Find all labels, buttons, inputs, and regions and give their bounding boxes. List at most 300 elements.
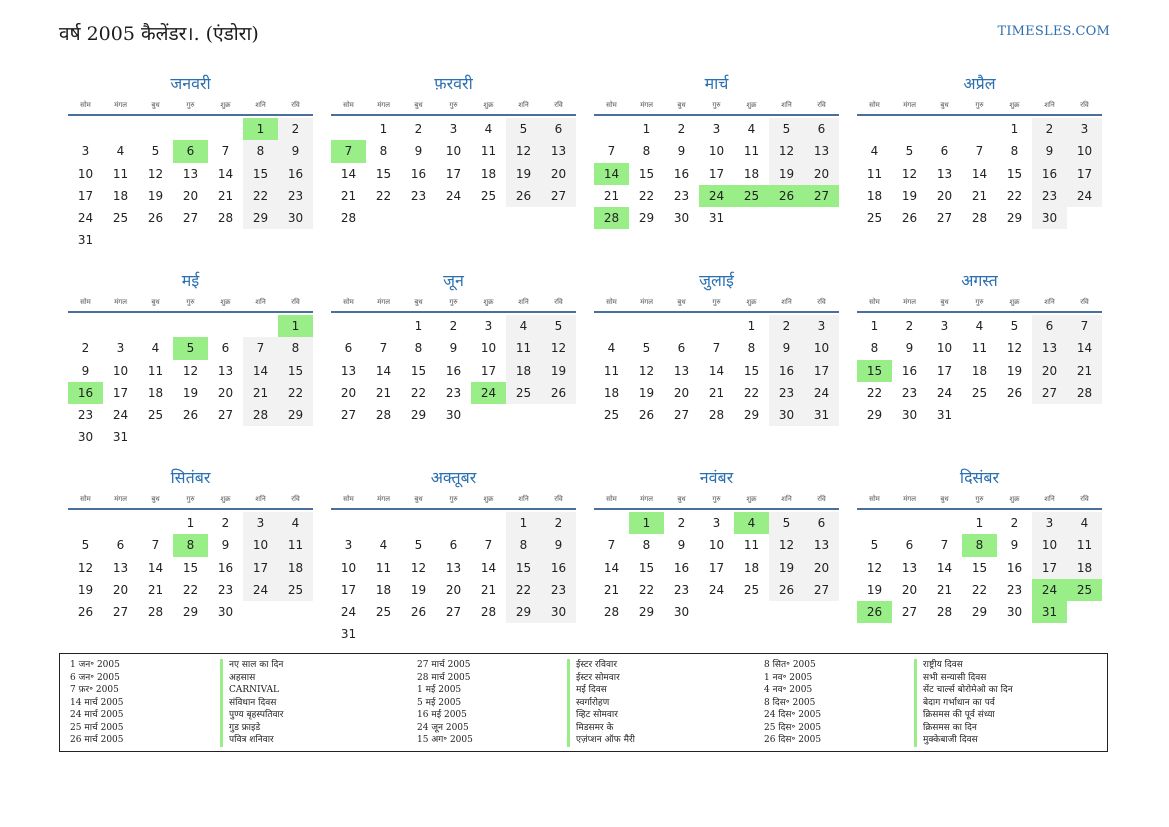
- day-cell: 15: [743, 363, 760, 378]
- day-cell: 5: [905, 144, 914, 159]
- month-calendar: [68, 466, 313, 663]
- day-cell: 10: [77, 166, 94, 181]
- day-cell: 12: [866, 560, 883, 575]
- day-cell: 24: [243, 579, 278, 601]
- day-cell: 27: [182, 211, 199, 226]
- day-cell: 6: [116, 538, 125, 553]
- day-cell: 10: [480, 341, 497, 356]
- legend-row: [70, 709, 403, 722]
- month-title: अप्रैल: [963, 74, 996, 93]
- weekday-label: रवि: [291, 495, 300, 503]
- holiday-name: एज़ंप्शन ऑफ मैरी: [567, 734, 750, 747]
- day-cell: 13: [217, 363, 234, 378]
- day-cell: 29: [182, 605, 199, 620]
- weekday-label: सोम: [606, 298, 617, 306]
- day-cell: 1: [870, 319, 879, 333]
- day-cell: 16: [410, 166, 427, 181]
- legend-row: [417, 672, 750, 685]
- holiday-date: 5 मई 2005: [417, 697, 462, 708]
- empty-cell: [699, 315, 734, 337]
- day-cell: 29: [638, 211, 655, 226]
- day-cell: 22: [278, 382, 313, 404]
- days-grid: [857, 512, 1102, 623]
- day-cell: 30: [901, 408, 918, 423]
- day-cell: 18: [866, 188, 883, 203]
- day-cell: 11: [1067, 534, 1102, 556]
- day-cell: 13: [445, 560, 462, 575]
- day-cell: 7: [607, 144, 616, 159]
- weekday-label: मंगल: [377, 298, 390, 306]
- day-cell: 19: [901, 188, 918, 203]
- day-cell: 6: [1032, 315, 1067, 337]
- day-cell: 19: [769, 557, 804, 579]
- holiday-date: 14 मार्च 2005: [70, 697, 124, 708]
- holiday-day: 1: [278, 315, 313, 337]
- holiday-name: मिडसमर के: [567, 722, 750, 735]
- holiday-name: नए साल का दिन: [220, 659, 403, 672]
- day-cell: 4: [506, 315, 541, 337]
- day-cell: 18: [971, 363, 988, 378]
- day-cell: 5: [870, 538, 879, 553]
- day-cell: 3: [712, 122, 721, 136]
- weekday-label: गुरु: [186, 101, 195, 109]
- holiday-date: 26 दिस॰ 2005: [764, 735, 822, 745]
- day-cell: 22: [375, 188, 392, 203]
- weekday-label: शुक्र: [220, 298, 231, 306]
- empty-cell: [208, 315, 243, 337]
- day-cell: 30: [445, 408, 462, 423]
- day-cell: 2: [769, 315, 804, 337]
- day-cell: 18: [375, 582, 392, 597]
- day-cell: 20: [340, 385, 357, 400]
- holiday-date: 1 मई 2005: [417, 685, 462, 695]
- weekday-label: गुरु: [449, 298, 458, 306]
- day-cell: 15: [638, 560, 655, 575]
- month-title: अक्तूबर: [430, 468, 477, 487]
- holiday-date: 1 नव॰ 2005: [764, 672, 813, 683]
- holiday-date: 25 मार्च 2005: [70, 722, 124, 733]
- day-cell: 15: [1006, 166, 1023, 181]
- day-cell: 24: [77, 211, 94, 226]
- day-cell: 30: [217, 605, 234, 620]
- day-cell: 22: [743, 385, 760, 400]
- holiday-name: संविधान दिवस: [220, 697, 403, 710]
- day-cell: 5: [642, 341, 651, 356]
- empty-cell: [68, 512, 103, 534]
- day-cell: 10: [804, 337, 839, 359]
- weekday-label: मंगल: [640, 495, 653, 503]
- day-cell: 16: [673, 166, 690, 181]
- weekday-label: सोम: [606, 495, 617, 503]
- empty-cell: [401, 512, 436, 534]
- day-cell: 8: [1010, 144, 1019, 159]
- day-cell: 7: [607, 538, 616, 553]
- day-cell: 29: [506, 601, 541, 623]
- weekday-label: रवि: [1080, 298, 1089, 306]
- day-cell: 13: [112, 560, 129, 575]
- weekday-label: रवि: [291, 298, 300, 306]
- day-cell: 13: [1032, 337, 1067, 359]
- days-grid: [331, 315, 576, 426]
- day-cell: 15: [410, 363, 427, 378]
- day-cell: 24: [1067, 185, 1102, 207]
- day-cell: 1: [506, 512, 541, 534]
- day-cell: 19: [541, 360, 576, 382]
- day-cell: 4: [379, 538, 388, 553]
- month-calendar: [331, 466, 576, 663]
- legend-row: [764, 697, 1097, 710]
- day-cell: 19: [182, 385, 199, 400]
- day-cell: 15: [971, 560, 988, 575]
- day-cell: 29: [1006, 211, 1023, 226]
- day-cell: 18: [743, 166, 760, 181]
- day-cell: 5: [541, 315, 576, 337]
- day-cell: 17: [480, 363, 497, 378]
- holiday-date: 4 नव॰ 2005: [764, 685, 813, 695]
- day-cell: 21: [340, 188, 357, 203]
- day-cell: 3: [243, 512, 278, 534]
- day-cell: 21: [375, 385, 392, 400]
- day-cell: 16: [673, 560, 690, 575]
- day-cell: 5: [1010, 319, 1019, 333]
- day-cell: 13: [541, 140, 576, 162]
- holiday-date: 27 मार्च 2005: [417, 660, 471, 670]
- day-cell: 19: [769, 163, 804, 185]
- day-cell: 2: [221, 516, 230, 530]
- site-link[interactable]: TIMESLES.COM: [997, 24, 1110, 39]
- day-cell: 28: [340, 211, 357, 226]
- day-cell: 30: [77, 430, 94, 445]
- day-cell: 20: [673, 385, 690, 400]
- legend-row: [417, 684, 750, 697]
- day-cell: 10: [1032, 534, 1067, 556]
- holiday-date: 15 अग॰ 2005: [417, 735, 473, 745]
- holiday-day: 24: [699, 185, 734, 207]
- day-cell: 25: [971, 385, 988, 400]
- weekday-label: बुध: [151, 101, 160, 109]
- weekday-header: [68, 490, 313, 510]
- holiday-date: 7 फ़र॰ 2005: [70, 685, 119, 695]
- holiday-day: 14: [594, 163, 629, 185]
- weekday-label: शुक्र: [1009, 298, 1020, 306]
- holiday-name: मुक्केबाजी दिवस: [914, 734, 1097, 747]
- weekday-label: सोम: [869, 298, 880, 306]
- day-cell: 26: [182, 408, 199, 423]
- day-cell: 9: [769, 337, 804, 359]
- day-cell: 21: [708, 385, 725, 400]
- weekday-label: शनि: [781, 495, 792, 503]
- day-cell: 17: [708, 560, 725, 575]
- day-cell: 20: [182, 188, 199, 203]
- weekday-label: गुरु: [975, 101, 984, 109]
- day-cell: 17: [112, 385, 129, 400]
- weekday-label: सोम: [606, 101, 617, 109]
- empty-cell: [664, 315, 699, 337]
- empty-cell: [103, 118, 138, 140]
- empty-cell: [927, 118, 962, 140]
- holiday-name: पवित्र शनिवार: [220, 734, 403, 747]
- weekday-label: रवि: [1080, 101, 1089, 109]
- day-cell: 12: [77, 560, 94, 575]
- day-cell: 27: [340, 408, 357, 423]
- weekday-label: गुरु: [712, 495, 721, 503]
- holiday-name: क्रिसमस का दिन: [914, 722, 1097, 735]
- holiday-date: 24 मार्च 2005: [70, 710, 124, 720]
- holiday-day: 26: [769, 185, 804, 207]
- day-cell: 12: [506, 140, 541, 162]
- day-cell: 17: [340, 582, 357, 597]
- weekday-header: [331, 490, 576, 510]
- empty-cell: [208, 118, 243, 140]
- empty-cell: [594, 512, 629, 534]
- day-cell: 16: [901, 363, 918, 378]
- legend-row: [764, 672, 1097, 685]
- day-cell: 25: [743, 582, 760, 597]
- empty-cell: [366, 315, 401, 337]
- day-cell: 26: [506, 185, 541, 207]
- day-cell: 11: [375, 560, 392, 575]
- day-cell: 22: [506, 579, 541, 601]
- holiday-date: 6 जन॰ 2005: [70, 672, 120, 683]
- empty-cell: [331, 315, 366, 337]
- day-cell: 12: [638, 363, 655, 378]
- weekday-label: रवि: [554, 101, 563, 109]
- day-cell: 29: [743, 408, 760, 423]
- weekday-label: शुक्र: [1009, 495, 1020, 503]
- day-cell: 26: [769, 579, 804, 601]
- day-cell: 21: [936, 582, 953, 597]
- day-cell: 10: [708, 144, 725, 159]
- day-cell: 1: [1010, 122, 1019, 136]
- day-cell: 20: [541, 163, 576, 185]
- day-cell: 19: [866, 582, 883, 597]
- day-cell: 23: [1032, 185, 1067, 207]
- day-cell: 22: [971, 582, 988, 597]
- day-cell: 30: [673, 605, 690, 620]
- day-cell: 19: [506, 163, 541, 185]
- day-cell: 4: [116, 144, 125, 159]
- day-cell: 17: [804, 360, 839, 382]
- day-cell: 24: [804, 382, 839, 404]
- empty-cell: [471, 512, 506, 534]
- day-cell: 22: [182, 582, 199, 597]
- day-cell: 14: [480, 560, 497, 575]
- month-calendar: [857, 466, 1102, 663]
- day-cell: 11: [112, 166, 129, 181]
- day-cell: 31: [708, 211, 725, 226]
- day-cell: 2: [541, 512, 576, 534]
- day-cell: 5: [414, 538, 423, 553]
- weekday-label: मंगल: [903, 495, 916, 503]
- day-cell: 7: [940, 538, 949, 553]
- day-cell: 27: [1032, 382, 1067, 404]
- weekday-label: गुरु: [186, 495, 195, 503]
- legend-row: [417, 659, 750, 672]
- holiday-day: 16: [68, 382, 103, 404]
- day-cell: 2: [677, 516, 686, 530]
- day-cell: 27: [936, 211, 953, 226]
- day-cell: 14: [147, 560, 164, 575]
- weekday-label: मंगल: [903, 298, 916, 306]
- holiday-name: ईस्टर रविवार: [567, 659, 750, 672]
- day-cell: 16: [1032, 163, 1067, 185]
- day-cell: 25: [603, 408, 620, 423]
- weekday-label: मंगल: [377, 495, 390, 503]
- weekday-header: [331, 293, 576, 313]
- month-calendar: [857, 72, 1102, 269]
- holiday-day: 26: [857, 601, 892, 623]
- holiday-day: 5: [173, 337, 208, 359]
- month-title: जुलाई: [699, 271, 734, 290]
- day-cell: 18: [603, 385, 620, 400]
- weekday-label: बुध: [151, 298, 160, 306]
- weekday-header: [68, 293, 313, 313]
- weekday-label: मंगल: [114, 101, 127, 109]
- empty-cell: [331, 512, 366, 534]
- day-cell: 24: [340, 605, 357, 620]
- legend-row: [764, 709, 1097, 722]
- weekday-label: बुध: [940, 101, 949, 109]
- holiday-date: 8 दिस॰ 2005: [764, 697, 816, 708]
- day-cell: 9: [1010, 538, 1019, 553]
- day-cell: 15: [638, 166, 655, 181]
- day-cell: 14: [340, 166, 357, 181]
- empty-cell: [138, 512, 173, 534]
- weekday-label: सोम: [869, 495, 880, 503]
- weekday-header: [594, 490, 839, 510]
- day-cell: 2: [1032, 118, 1067, 140]
- legend-row: [70, 697, 403, 710]
- day-cell: 2: [905, 319, 914, 333]
- day-cell: 11: [743, 144, 760, 159]
- day-cell: 9: [414, 144, 423, 159]
- day-cell: 20: [804, 163, 839, 185]
- weekday-label: शनि: [518, 101, 529, 109]
- day-cell: 14: [708, 363, 725, 378]
- day-cell: 17: [445, 166, 462, 181]
- month-calendar: [68, 72, 313, 269]
- days-grid: [857, 118, 1102, 229]
- day-cell: 18: [480, 166, 497, 181]
- weekday-label: सोम: [343, 298, 354, 306]
- weekday-label: बुध: [414, 298, 423, 306]
- weekday-label: रवि: [817, 495, 826, 503]
- day-cell: 23: [445, 385, 462, 400]
- day-cell: 26: [638, 408, 655, 423]
- weekday-label: गुरु: [449, 495, 458, 503]
- day-cell: 20: [445, 582, 462, 597]
- day-cell: 29: [866, 408, 883, 423]
- day-cell: 10: [1067, 140, 1102, 162]
- day-cell: 9: [449, 341, 458, 356]
- weekday-label: सोम: [80, 298, 91, 306]
- holiday-day: 27: [804, 185, 839, 207]
- day-cell: 22: [243, 185, 278, 207]
- day-cell: 22: [1006, 188, 1023, 203]
- holiday-name: स्वर्गारोहण: [567, 697, 750, 710]
- day-cell: 8: [379, 144, 388, 159]
- weekday-label: बुध: [940, 495, 949, 503]
- day-cell: 11: [971, 341, 988, 356]
- day-cell: 21: [217, 188, 234, 203]
- weekday-label: रवि: [1080, 495, 1089, 503]
- day-cell: 29: [971, 605, 988, 620]
- day-cell: 6: [449, 538, 458, 553]
- holiday-name: सेंट चार्ल्स बोरोमेओ का दिन: [914, 684, 1097, 697]
- day-cell: 19: [410, 582, 427, 597]
- holiday-name: राष्ट्रीय दिवस: [914, 659, 1097, 672]
- day-cell: 13: [804, 534, 839, 556]
- weekday-label: शुक्र: [220, 495, 231, 503]
- day-cell: 26: [1006, 385, 1023, 400]
- weekday-label: शनि: [1044, 101, 1055, 109]
- day-cell: 6: [221, 341, 230, 356]
- day-cell: 9: [905, 341, 914, 356]
- page-title: वर्ष 2005 कैलेंडर।. (एंडोरा): [59, 23, 259, 45]
- legend-row: [764, 722, 1097, 735]
- day-cell: 27: [445, 605, 462, 620]
- days-grid: [594, 118, 839, 229]
- day-cell: 6: [541, 118, 576, 140]
- weekday-label: मंगल: [377, 101, 390, 109]
- weekday-label: सोम: [80, 101, 91, 109]
- days-grid: [68, 118, 313, 252]
- days-grid: [68, 512, 313, 623]
- legend-row: [70, 672, 403, 685]
- holiday-day: 31: [1032, 601, 1067, 623]
- day-cell: 12: [1006, 341, 1023, 356]
- day-cell: 21: [243, 382, 278, 404]
- weekday-label: गुरु: [975, 298, 984, 306]
- holiday-date: 8 सित॰ 2005: [764, 660, 816, 670]
- month-title: अगस्त: [961, 271, 998, 290]
- weekday-label: शनि: [255, 101, 266, 109]
- weekday-label: बुध: [677, 495, 686, 503]
- day-cell: 31: [804, 404, 839, 426]
- day-cell: 24: [112, 408, 129, 423]
- day-cell: 8: [243, 140, 278, 162]
- weekday-label: शुक्र: [1009, 101, 1020, 109]
- day-cell: 11: [866, 166, 883, 181]
- day-cell: 16: [217, 560, 234, 575]
- month-title: नवंबर: [699, 468, 734, 487]
- day-cell: 10: [340, 560, 357, 575]
- day-cell: 22: [410, 385, 427, 400]
- weekday-label: बुध: [414, 495, 423, 503]
- month-calendar: [331, 72, 576, 269]
- day-cell: 10: [112, 363, 129, 378]
- day-cell: 8: [506, 534, 541, 556]
- month-calendar: [857, 269, 1102, 466]
- weekday-label: मंगल: [903, 101, 916, 109]
- empty-cell: [103, 315, 138, 337]
- month-title: जनवरी: [170, 74, 211, 93]
- day-cell: 31: [112, 430, 129, 445]
- legend-row: [764, 734, 1097, 747]
- days-grid: [331, 118, 576, 229]
- day-cell: 28: [375, 408, 392, 423]
- day-cell: 21: [603, 188, 620, 203]
- month-title: सितंबर: [170, 468, 211, 487]
- month-calendar: [594, 466, 839, 663]
- day-cell: 27: [804, 579, 839, 601]
- day-cell: 23: [278, 185, 313, 207]
- day-cell: 28: [971, 211, 988, 226]
- weekday-label: मंगल: [640, 101, 653, 109]
- day-cell: 8: [278, 337, 313, 359]
- holiday-date: 26 मार्च 2005: [70, 735, 124, 745]
- weekday-label: गुरु: [712, 101, 721, 109]
